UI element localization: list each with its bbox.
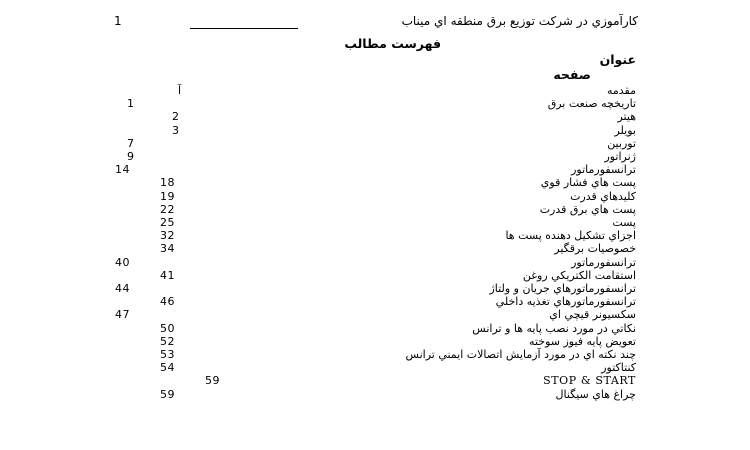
toc-column-page-heading: صفحه (553, 67, 591, 82)
toc-entry-title: چند نكته اي در مورد آزمايش اتصالات ايمني ترانس (405, 348, 636, 361)
toc-entry (0, 374, 750, 387)
toc-entry (0, 388, 750, 401)
toc-entry-title: خصوصيات برقگير (554, 242, 636, 256)
toc-entry-title: ترانسفورماتورهاي جريان و ولتاژ (489, 282, 636, 295)
toc-entry (0, 242, 750, 255)
toc-entry-title: هيتر (617, 110, 636, 124)
toc-entry (0, 229, 750, 242)
toc-entry (0, 308, 750, 321)
toc-entry-page-number: 19 (160, 189, 175, 203)
toc-entry (0, 190, 750, 203)
toc-entry (0, 150, 750, 163)
toc-entry-page-number: 14 (115, 163, 130, 177)
toc-entry-page-number: 53 (160, 348, 175, 361)
toc-title: فهرست مطالب (344, 36, 441, 51)
toc-entry-page-number: 25 (160, 216, 175, 229)
toc-entry (0, 97, 750, 110)
toc-entry-title: استقامت الكتريكي روغن (522, 268, 636, 282)
toc-entry (0, 84, 750, 97)
toc-entry-page-number: 54 (160, 361, 175, 375)
toc-entry-title: ژنراتور (604, 150, 636, 163)
toc-entry-page-number: آ (178, 84, 182, 97)
toc-entry-page-number: 44 (115, 282, 130, 295)
toc-entry-page-number: 41 (160, 268, 175, 282)
toc-entry (0, 137, 750, 150)
toc-entry (0, 335, 750, 348)
toc-entry-title: نكاتي در مورد نصب پايه ها و ترانس (472, 321, 636, 335)
toc-entry-title: كنتاكتور (601, 361, 636, 375)
toc-entry-title: ترانسفورماتورهاي تغذيه داخلي (495, 295, 636, 309)
toc-entry-page-number: 34 (160, 242, 175, 256)
toc-entry (0, 124, 750, 137)
toc-entry (0, 176, 750, 189)
toc-entry-title: پست هاي فشار قوي (540, 176, 636, 190)
toc-entry-page-number: 46 (160, 295, 175, 309)
toc-entry-title: STOP & START (543, 374, 636, 388)
toc-entry-page-number: 22 (160, 202, 175, 216)
toc-entry-page-number: 59 (205, 374, 220, 388)
toc-entry-title: چراغ هاي سيگنال (555, 387, 636, 401)
toc-entry-page-number: 9 (127, 150, 135, 163)
toc-entry-title: تاريخچه صنعت برق (547, 97, 636, 111)
toc-entry (0, 348, 750, 361)
toc-entry-title: تعويض پايه فيوز سوخته (529, 334, 636, 348)
header-title: كارآموزي در شركت توزيع برق منطقه اي ميناب (401, 14, 638, 28)
toc-column-title-heading: عنوان (599, 52, 636, 67)
toc-entry-title: ترانسفورماتور (571, 255, 636, 269)
toc-entry (0, 203, 750, 216)
toc-entry-page-number: 2 (172, 110, 180, 124)
toc-entry-title: كليدهاي قدرت (570, 189, 636, 203)
toc-entry (0, 163, 750, 176)
toc-entry-title: بويلر (614, 123, 636, 137)
toc-entry-page-number: 52 (160, 334, 175, 348)
toc-entry (0, 110, 750, 123)
toc-entry-title: پست (612, 216, 636, 229)
toc-entry-title: مقدمه (606, 84, 636, 97)
header-underline (190, 28, 298, 29)
toc-entry-page-number: 32 (160, 229, 175, 243)
toc-entry-title: سكسيونر قيچي اي (549, 308, 636, 322)
toc-entry-page-number: 59 (160, 387, 175, 401)
toc-entry-title: پست هاي برق قدرت (539, 202, 636, 216)
toc-entry (0, 256, 750, 269)
toc-entry-page-number: 1 (127, 97, 135, 111)
toc-entry-title: اجزاي تشكيل دهنده پست ها (505, 229, 636, 243)
toc-entry-page-number: 40 (115, 255, 130, 269)
toc-entry (0, 295, 750, 308)
toc-entry-page-number: 18 (160, 176, 175, 190)
toc-entry-title: ترانسفورماتور (571, 163, 636, 177)
toc-entry-page-number: 7 (127, 136, 135, 150)
toc-entry (0, 216, 750, 229)
toc-entry (0, 322, 750, 335)
toc-entry (0, 282, 750, 295)
toc-entry-page-number: 47 (115, 308, 130, 322)
toc-entry-title: توربين (607, 136, 636, 150)
toc-entry-page-number: 50 (160, 321, 175, 335)
header-page-number: 1 (114, 14, 122, 28)
toc-entry (0, 269, 750, 282)
toc-entry-page-number: 3 (172, 123, 180, 137)
page-header (0, 14, 750, 32)
toc-entry (0, 361, 750, 374)
